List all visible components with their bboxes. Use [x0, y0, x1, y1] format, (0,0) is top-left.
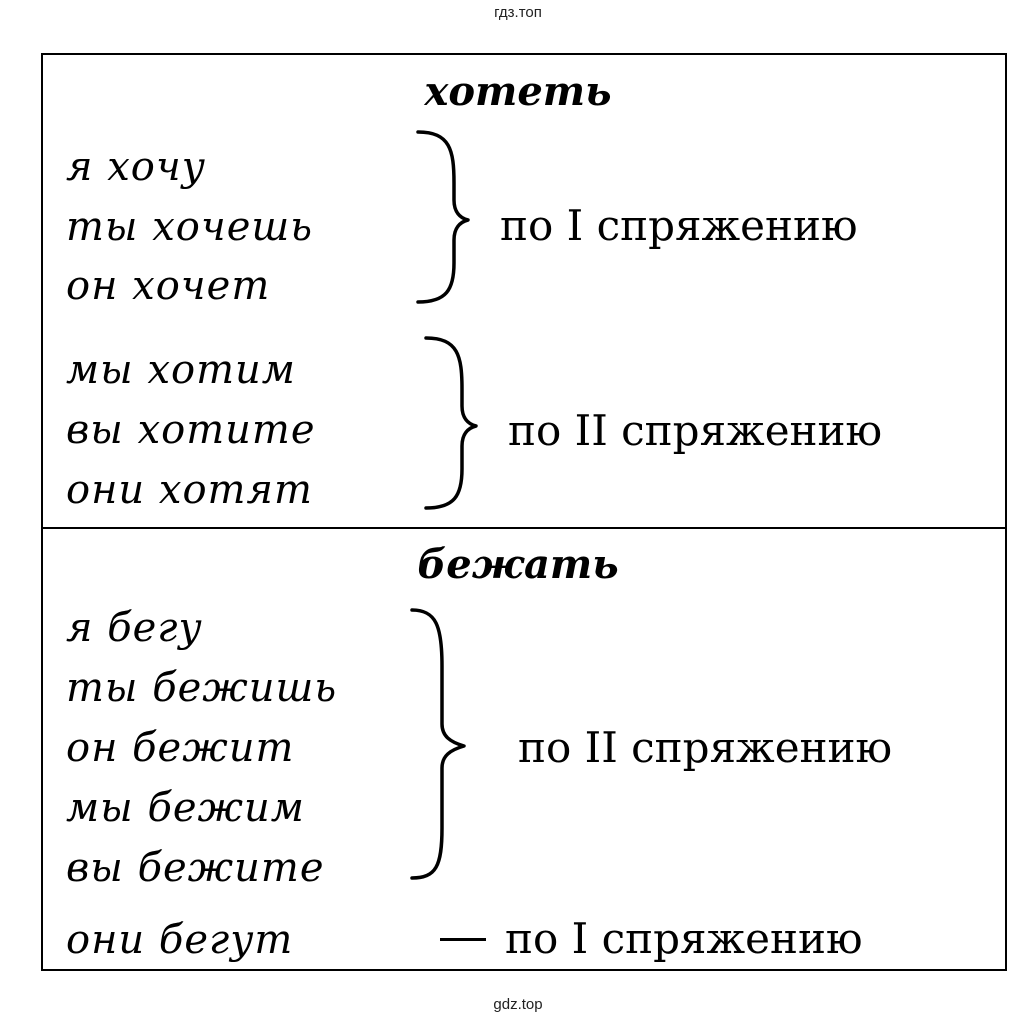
- form-oni-hotyat: они хотят: [66, 467, 313, 513]
- watermark-bottom: gdz.top: [493, 996, 543, 1013]
- form-ty-bezhish: ты бежишь: [66, 665, 338, 711]
- form-ya-hochu: я хочу: [66, 144, 206, 190]
- note-conjugation-4: по I спряжению: [505, 914, 863, 963]
- form-ty-hochesh: ты хочешь: [66, 204, 314, 250]
- note-conjugation-1: по I спряжению: [500, 201, 858, 250]
- form-on-hochet: он хочет: [66, 263, 271, 309]
- brace-group-3: [404, 606, 474, 882]
- form-ya-begu: я бегу: [66, 605, 203, 651]
- form-my-hotim: мы хотим: [66, 347, 296, 393]
- form-vy-bezhite: вы бежите: [66, 845, 325, 891]
- section-divider: [41, 527, 1007, 529]
- verb-title-hotet: хотеть: [424, 68, 612, 115]
- form-on-bezhit: он бежит: [66, 725, 295, 771]
- verb-title-bezhat: бежать: [417, 541, 619, 588]
- form-oni-begut: они бегут: [66, 917, 294, 963]
- form-my-bezhim: мы бежим: [66, 785, 305, 831]
- brace-group-2: [418, 334, 488, 514]
- watermark-top: гдз.топ: [494, 4, 542, 21]
- note-conjugation-2: по II спряжению: [508, 406, 883, 455]
- brace-group-1: [410, 128, 480, 308]
- em-dash: [440, 938, 486, 941]
- note-conjugation-3: по II спряжению: [518, 723, 893, 772]
- form-vy-hotite: вы хотите: [66, 407, 316, 453]
